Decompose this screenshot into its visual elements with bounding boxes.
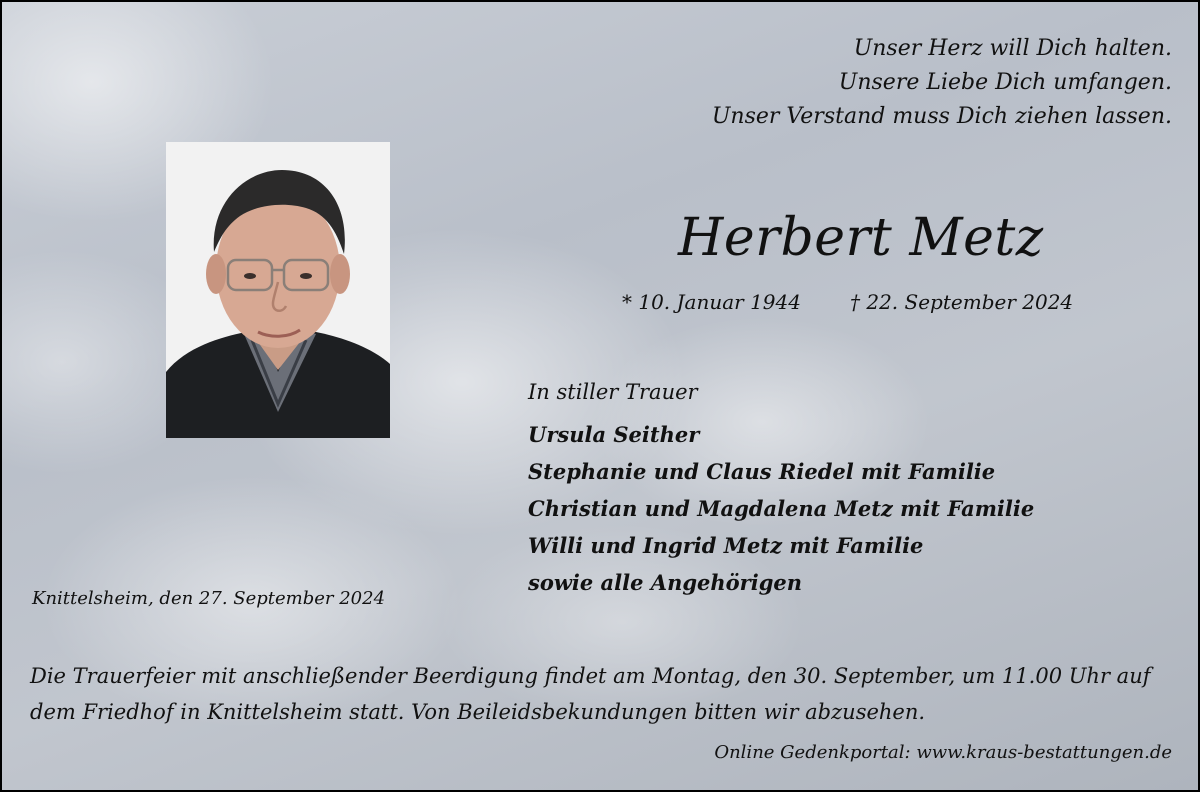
poem-line: Unser Herz will Dich halten. [853,36,1172,61]
deceased-name: Herbert Metz [678,208,1044,268]
mourner-name: Stephanie und Claus Riedel mit Familie [528,459,996,484]
mourner-name: sowie alle Angehörigen [528,570,803,595]
mourning-intro: In stiller Trauer [528,380,698,404]
mourner-name: Willi und Ingrid Metz mit Familie [528,533,924,558]
portrait-photo [166,142,390,438]
poem-line: Unser Verstand muss Dich ziehen lassen. [711,104,1172,129]
memorial-portal-link[interactable]: Online Gedenkportal: www.kraus-bestattungen.de [714,742,1172,763]
poem-line: Unsere Liebe Dich umfangen. [838,70,1172,95]
mourners-list [528,416,1034,601]
death-date: † 22. September 2024 [850,290,1074,314]
birth-date: * 10. Januar 1944 [622,290,801,314]
ceremony-notice: Die Trauerfeier mit anschließender Beerdigung findet am Montag, den 30. September, um 11.00 Uhr auf dem Friedhof in Knittelsheim statt. Von Beileidsbekundungen bitten wir abzusehen. [30,664,1151,724]
place-date: Knittelsheim, den 27. September 2024 [32,588,386,609]
portrait-illustration [166,142,390,438]
mourner-name: Christian und Magdalena Metz mit Familie [528,496,1035,521]
mourner-name: Ursula Seither [528,422,700,447]
poem [712,32,1172,134]
